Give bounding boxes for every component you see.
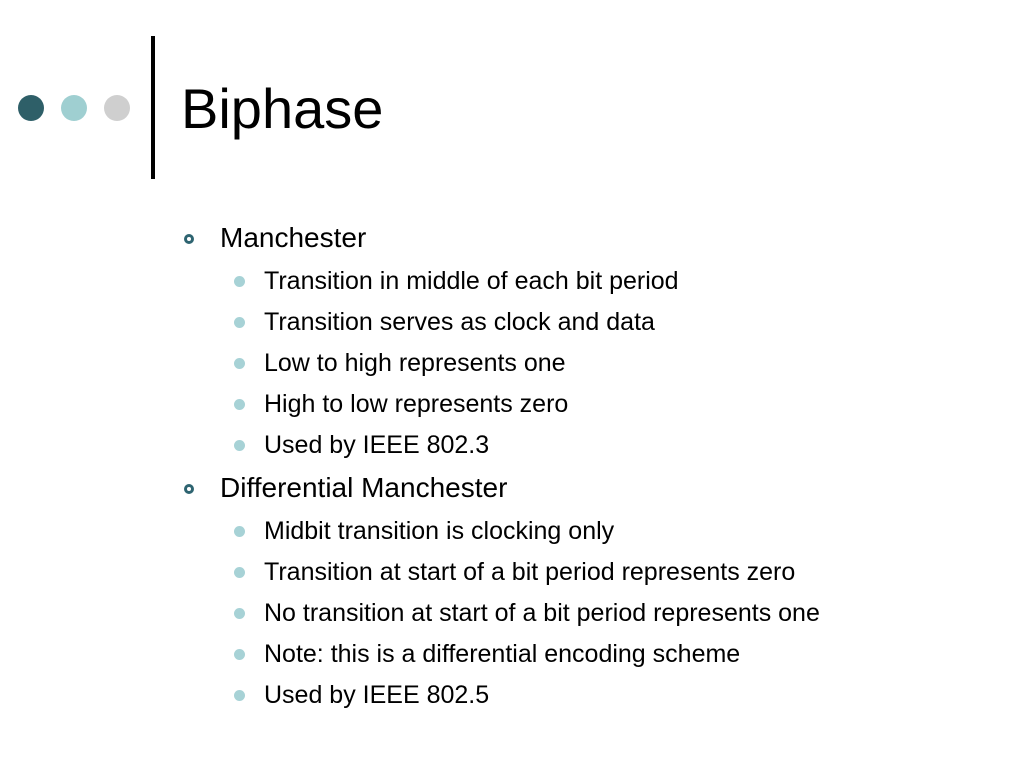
- decorative-dot-teal: [61, 95, 87, 121]
- sub-bullet-icon: [234, 526, 245, 537]
- section-point: Low to high represents one: [264, 349, 566, 377]
- sub-bullet-icon: [234, 358, 245, 369]
- section-point: Midbit transition is clocking only: [264, 517, 615, 545]
- section-point: High to low represents zero: [264, 390, 569, 418]
- sub-bullet-icon: [234, 649, 245, 660]
- sub-bullet-icon: [234, 276, 245, 287]
- sub-bullet-icon: [234, 399, 245, 410]
- section-point: Transition serves as clock and data: [264, 308, 655, 336]
- section-point: Used by IEEE 802.5: [264, 681, 490, 709]
- section-point: Used by IEEE 802.3: [264, 431, 490, 459]
- main-bullet-icon: [184, 484, 194, 494]
- sub-bullet-icon: [234, 608, 245, 619]
- sub-bullet-icon: [234, 317, 245, 328]
- section-point: No transition at start of a bit period represents one: [264, 599, 820, 627]
- sub-bullet-icon: [234, 690, 245, 701]
- section-heading: Manchester: [220, 222, 367, 253]
- decorative-dot-gray: [104, 95, 130, 121]
- section-heading: Differential Manchester: [220, 472, 508, 503]
- section-point: Transition in middle of each bit period: [264, 267, 679, 295]
- section-point: Transition at start of a bit period represents zero: [264, 558, 796, 586]
- sub-bullet-icon: [234, 567, 245, 578]
- main-bullet-icon: [184, 234, 194, 244]
- title-divider: [151, 36, 155, 179]
- section-point: Note: this is a differential encoding scheme: [264, 640, 741, 668]
- sub-bullet-icon: [234, 440, 245, 451]
- slide-title: Biphase: [181, 77, 384, 140]
- decorative-dot-dark: [18, 95, 44, 121]
